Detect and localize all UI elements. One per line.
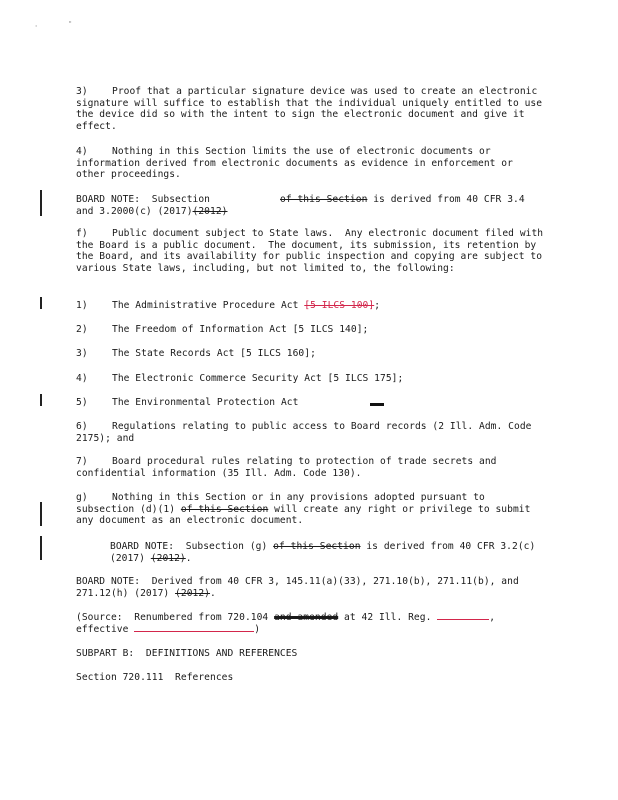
blank-line	[134, 631, 254, 632]
paragraph-number: 3)	[76, 86, 88, 97]
scan-speck: '	[34, 24, 39, 32]
struck-text: [5 ILCS 100]	[304, 300, 375, 311]
list-text: The Environmental Protection Act	[112, 397, 299, 408]
paragraph-text: Proof that a particular signature device was used to create an electronic signature will suffice to establish that the individual uniquely entitled to use the device did so with the intent to sign the electronic document and give it effect.	[76, 86, 548, 132]
list-number: 4)	[76, 373, 88, 384]
blank-line	[437, 619, 489, 620]
note-text: is derived from 40 CFR 3.2(c) (2017)	[110, 541, 542, 564]
paragraph-text: Nothing in this Section limits the use of electronic documents or information derived from electronic documents as evidence in enforcement or other proceedings.	[76, 146, 519, 181]
list-text: ;	[374, 300, 381, 311]
struck-text: of this Section	[280, 194, 368, 205]
paragraph-g	[76, 492, 546, 527]
struck-text: and amended	[274, 612, 339, 623]
note-lead: BOARD NOTE: Subsection	[76, 194, 210, 205]
list-item	[76, 373, 546, 385]
paragraph-number: 4)	[76, 146, 88, 157]
note-text: and 3.2000(c) (2017)	[76, 205, 193, 217]
list-item	[76, 397, 546, 409]
revision-bar	[40, 190, 42, 216]
list-number: 3)	[76, 348, 88, 359]
source-text: at 42 Ill. Reg.	[338, 612, 438, 623]
scan-speck: "	[68, 20, 73, 28]
paragraph-7	[76, 456, 546, 479]
section-heading: Section 720.111 References	[76, 672, 234, 683]
paragraph-6	[76, 421, 546, 444]
subpart-heading: SUBPART B: DEFINITIONS AND REFERENCES	[76, 648, 298, 659]
list-text: The Freedom of Information Act [5 ILCS 140];	[112, 324, 369, 335]
revision-bar	[40, 502, 42, 526]
board-note-1	[76, 194, 546, 217]
paragraph-number: 7)	[76, 456, 88, 467]
struck-text: (2012)	[175, 587, 211, 599]
note-text: BOARD NOTE: Derived from 40 CFR 3, 145.11(a)(33), 271.10(b), 271.11(b), and 271.12(h) (2017)	[76, 576, 525, 599]
paragraph-4	[76, 146, 546, 181]
paragraph-number: f)	[76, 228, 88, 239]
paragraph-text: Board procedural rules relating to protection of trade secrets and confidential information (35 Ill. Adm. Code 130).	[76, 456, 503, 479]
source-text: )	[254, 623, 261, 635]
list-number: 2)	[76, 324, 88, 335]
source-text: ,	[489, 612, 496, 623]
source-note	[76, 612, 546, 635]
revision-bar	[40, 394, 42, 406]
paragraph-text: Regulations relating to public access to Board records (2 Ill. Adm. Code 2175); and	[76, 421, 538, 444]
struck-text: of this Section	[180, 503, 269, 515]
struck-text: (2012)	[150, 552, 186, 564]
list-item	[76, 300, 546, 312]
source-text: (Source: Renumbered from 720.104	[76, 612, 275, 623]
struck-text: (2012)	[192, 205, 228, 217]
list-text: The Administrative Procedure Act	[112, 300, 299, 311]
struck-text: of this Section	[273, 541, 361, 552]
paragraph-3	[76, 86, 546, 132]
note-text: .	[185, 552, 192, 564]
source-text: effective	[76, 623, 135, 635]
board-note-3	[76, 576, 546, 599]
board-note-2	[76, 541, 546, 564]
note-text: .	[210, 587, 216, 599]
paragraph-f	[76, 228, 549, 274]
paragraph-text: will create any right or privilege to submit any document as an electronic document.	[76, 503, 537, 527]
paragraph-number: 6)	[76, 421, 88, 432]
list-number: 1)	[76, 300, 88, 311]
list-item	[76, 324, 546, 336]
list-item	[76, 348, 546, 360]
revision-bar	[40, 297, 42, 309]
ink-smear	[370, 403, 384, 406]
list-text: The State Records Act [5 ILCS 160];	[112, 348, 316, 359]
note-text: is derived from 40 CFR 3.4	[367, 194, 525, 205]
list-text: The Electronic Commerce Security Act [5 ILCS 175];	[112, 373, 404, 384]
note-lead: BOARD NOTE: Subsection (g)	[110, 541, 274, 552]
revision-bar	[40, 536, 42, 560]
paragraph-number: g)	[76, 492, 88, 503]
paragraph-text: Nothing in this Section or in any provisions adopted pursuant to subsection (d)(1)	[76, 492, 491, 515]
list-number: 5)	[76, 397, 88, 408]
paragraph-text: Public document subject to State laws. Any electronic document filed with the Board is a public document. The document, its submission, its retention by the Board, and its availability for public inspection and copying are subject to various State laws, including, but not limited to, the following:	[76, 228, 549, 274]
